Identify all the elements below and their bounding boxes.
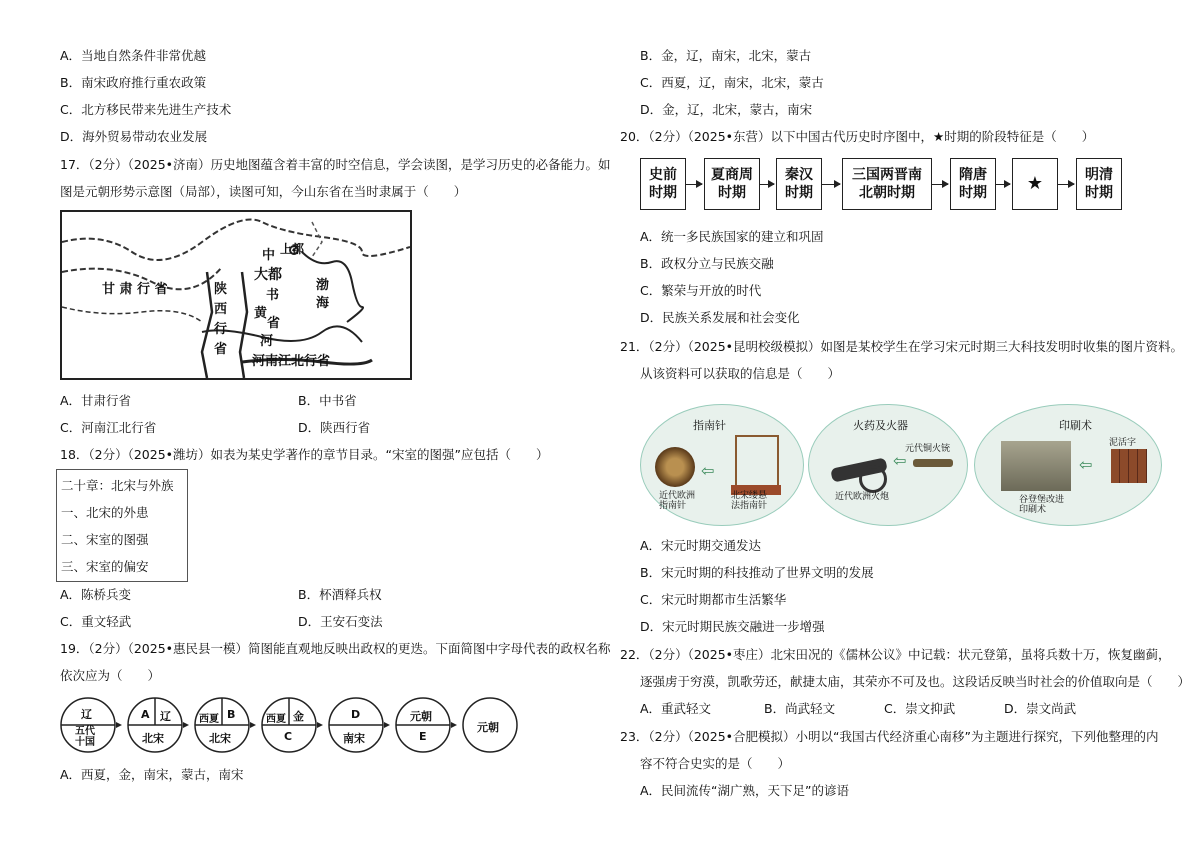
q19-diagram-lines <box>60 696 520 754</box>
q18-option-a: A．陈桥兵变 <box>60 587 132 602</box>
panel-gunpowder <box>808 404 968 526</box>
map-label-shaanxi-2: 西 <box>214 302 228 317</box>
toc-chapter: 二十章：北宋与外族 <box>61 478 174 493</box>
q21-option-b: B．宋元时期的科技推动了世界文明的发展 <box>640 565 874 580</box>
q23-stem-line2: 容不符合史实的是（ ） <box>640 756 791 771</box>
q19-option-c: C．西夏，辽，南宋，北宋，蒙古 <box>640 75 824 90</box>
q21-panels <box>640 404 1160 526</box>
q22-option-d: D．崇文尚武 <box>1004 701 1077 716</box>
panel-gunpowder-title: 火药及火器 <box>853 419 908 432</box>
q16-option-a: A．当地自然条件非常优越 <box>60 48 207 63</box>
q17-option-b: B．中书省 <box>298 393 357 408</box>
q21-option-d: D．宋元时期民族交融进一步增强 <box>640 619 825 634</box>
timeline-arrow-2 <box>760 184 774 185</box>
q17-stem-line1: 17．（2分）（2025•济南）历史地图蕴含着丰富的时空信息，学会读图，是学习历史的必备能力。如 <box>60 157 611 172</box>
printing-scene-icon <box>1001 441 1071 491</box>
timeline-box-7: 明清 时期 <box>1076 158 1122 210</box>
map-label-henan: 河南江北行省 <box>252 354 331 369</box>
q21-option-a: A．宋元时期交通发达 <box>640 538 762 553</box>
c4-bottom: C <box>284 730 293 743</box>
c1-top: 辽 <box>81 708 92 721</box>
q20-stem: 20．（2分）（2025•东营）以下中国古代历史时序图中，★时期的阶段特征是（ ） <box>620 129 1095 144</box>
map-label-bo: 渤 <box>316 278 330 293</box>
c4-top: 西夏 <box>266 714 286 725</box>
q16-option-b: B．南宋政府推行重农政策 <box>60 75 207 90</box>
map-label-hai: 海 <box>316 296 330 311</box>
q22-option-b: B．尚武轻文 <box>764 701 836 716</box>
gun-icon <box>913 459 953 467</box>
panel-printing <box>974 404 1162 526</box>
c2-liao: 辽 <box>160 710 171 723</box>
q19-option-b: B．金，辽，南宋，北宋，蒙古 <box>640 48 812 63</box>
map-label-shaanxi-3: 行 <box>214 322 228 337</box>
timeline-box-5: 隋唐 时期 <box>950 158 996 210</box>
timeline-box-star: ★ <box>1012 158 1058 210</box>
panel-compass-right: 北宋缕悬 法指南针 <box>731 491 768 511</box>
timeline-arrow-5 <box>996 184 1010 185</box>
panel-gunpowder-left: 近代欧洲火炮 <box>835 492 890 502</box>
timeline-arrow-1 <box>686 184 702 185</box>
q19-option-d: D．金，辽，北宋，蒙古，南宋 <box>640 102 813 117</box>
q21-stem-line1: 21．（2分）（2025•昆明校级模拟）如图是某校学生在学习宋元时期三大科技发明时收集的图片资料。 <box>620 339 1184 354</box>
q16-option-d: D．海外贸易带动农业发展 <box>60 129 208 144</box>
q18-stem: 18．（2分）（2025•潍坊）如表为某史学著作的章节目录。“宋室的图强”应包括（ ） <box>60 447 549 462</box>
panel-printing-left: 谷登堡改进 印刷术 <box>1019 495 1065 515</box>
toc-item-3: 三、宋室的偏安 <box>61 559 149 574</box>
map-label-huang: 黄 <box>254 306 268 321</box>
timeline-arrow-6 <box>1058 184 1074 185</box>
c1-bottom: 五代 十国 <box>75 726 95 748</box>
timeline-box-3: 秦汉 时期 <box>776 158 822 210</box>
timeline-box-4: 三国两晋南 北朝时期 <box>842 158 932 210</box>
timeline-arrow-3 <box>822 184 840 185</box>
q22-option-c: C．崇文抑武 <box>884 701 956 716</box>
q18-option-b: B．杯酒释兵权 <box>298 587 382 602</box>
arrow-icon: ⇦ <box>893 451 907 470</box>
q16-option-c: C．北方移民带来先进生产技术 <box>60 102 232 117</box>
yuan-map <box>60 210 412 380</box>
c2-a: A <box>141 708 150 721</box>
q19-diagram <box>60 696 520 754</box>
c7: 元朝 <box>477 721 499 734</box>
q21-stem-line2: 从该资料可以获取的信息是（ ） <box>640 366 841 381</box>
map-label-shaanxi-1: 陕 <box>214 282 228 297</box>
toc-item-2: 二、宋室的图强 <box>61 532 149 547</box>
timeline-arrow-4 <box>932 184 948 185</box>
q20-option-a: A．统一多民族国家的建立和巩固 <box>640 229 824 244</box>
c3-top: 西夏 <box>199 714 219 725</box>
arrow-icon: ⇦ <box>701 461 715 480</box>
map-label-dadu: 大都 <box>254 267 282 283</box>
q17-option-c: C．河南江北行省 <box>60 420 157 435</box>
q19-option-a: A．西夏，金，南宋，蒙古，南宋 <box>60 767 244 782</box>
c3-bottom: 北宋 <box>209 732 231 745</box>
map-label-he: 河 <box>260 334 274 349</box>
panel-gunpowder-right: 元代铜火铳 <box>905 444 951 454</box>
q18-toc-box <box>56 469 188 582</box>
q20-option-c: C．繁荣与开放的时代 <box>640 283 762 298</box>
timeline-box-1: 史前 时期 <box>640 158 686 210</box>
timeline-box-2: 夏商周 时期 <box>704 158 760 210</box>
map-label-shangdu: 上都 <box>280 242 305 256</box>
toc-item-1: 一、北宋的外患 <box>61 505 149 520</box>
c5-bottom: 南宋 <box>343 732 365 745</box>
panel-compass-title: 指南针 <box>693 419 726 432</box>
q22-stem-line2: 逐强虏于穷漠，凯歌劳还，献捷太庙，其荣亦不可及也。这段话反映当时社会的价值取向是（ ） <box>640 674 1191 689</box>
map-label-zhong: 中 <box>262 248 276 263</box>
c6-bottom: E <box>419 730 427 743</box>
q19-stem-line1: 19．（2分）（2025•惠民县一模）简图能直观地反映出政权的更迭。下面简图中字母代表的政权名称 <box>60 641 611 656</box>
map-label-shaanxi-4: 省 <box>214 342 228 357</box>
c2-bottom: 北宋 <box>142 732 164 745</box>
q19-stem-line2: 依次应为（ ） <box>60 668 161 683</box>
map-label-shu: 书 <box>266 288 280 303</box>
c3-b: B <box>227 708 236 721</box>
panel-compass-left: 近代欧洲 指南针 <box>659 491 696 511</box>
map-label-gansu: 甘 肃 行 省 <box>102 282 168 297</box>
q20-option-b: B．政权分立与民族交融 <box>640 256 774 271</box>
q18-option-c: C．重文轻武 <box>60 614 132 629</box>
q20-option-d: D．民族关系发展和社会变化 <box>640 310 800 325</box>
q18-option-d: D．王安石变法 <box>298 614 383 629</box>
q23-stem-line1: 23．（2分）（2025•合肥模拟）小明以“我国古代经济重心南移”为主题进行探究，下列他整理的内 <box>620 729 1159 744</box>
map-label-sheng: 省 <box>267 316 281 331</box>
c4-jin: 金 <box>293 710 304 723</box>
clay-type-icon <box>1111 449 1147 483</box>
q21-option-c: C．宋元时期都市生活繁华 <box>640 592 787 607</box>
q22-option-a: A．重武轻文 <box>640 701 712 716</box>
q22-stem-line1: 22．（2分）（2025•枣庄）北宋田况的《儒林公议》中记载：状元登第，虽将兵数十万，恢复幽蓟， <box>620 647 1171 662</box>
q17-option-a: A．甘肃行省 <box>60 393 132 408</box>
panel-compass <box>640 404 804 526</box>
panel-printing-right: 泥活字 <box>1109 438 1137 448</box>
panel-printing-title: 印刷术 <box>1059 419 1092 432</box>
euro-compass-icon <box>655 447 695 487</box>
q20-timeline <box>640 158 1125 212</box>
c5-top: D <box>351 708 361 721</box>
q17-stem-line2: 图是元朝形势示意图（局部），读图可知，今山东省在当时隶属于（ ） <box>60 184 467 199</box>
q17-option-d: D．陕西行省 <box>298 420 371 435</box>
c6-top: 元朝 <box>410 710 432 723</box>
q23-option-a: A．民间流传“湖广熟，天下足”的谚语 <box>640 783 850 798</box>
arrow-icon: ⇦ <box>1079 455 1093 474</box>
